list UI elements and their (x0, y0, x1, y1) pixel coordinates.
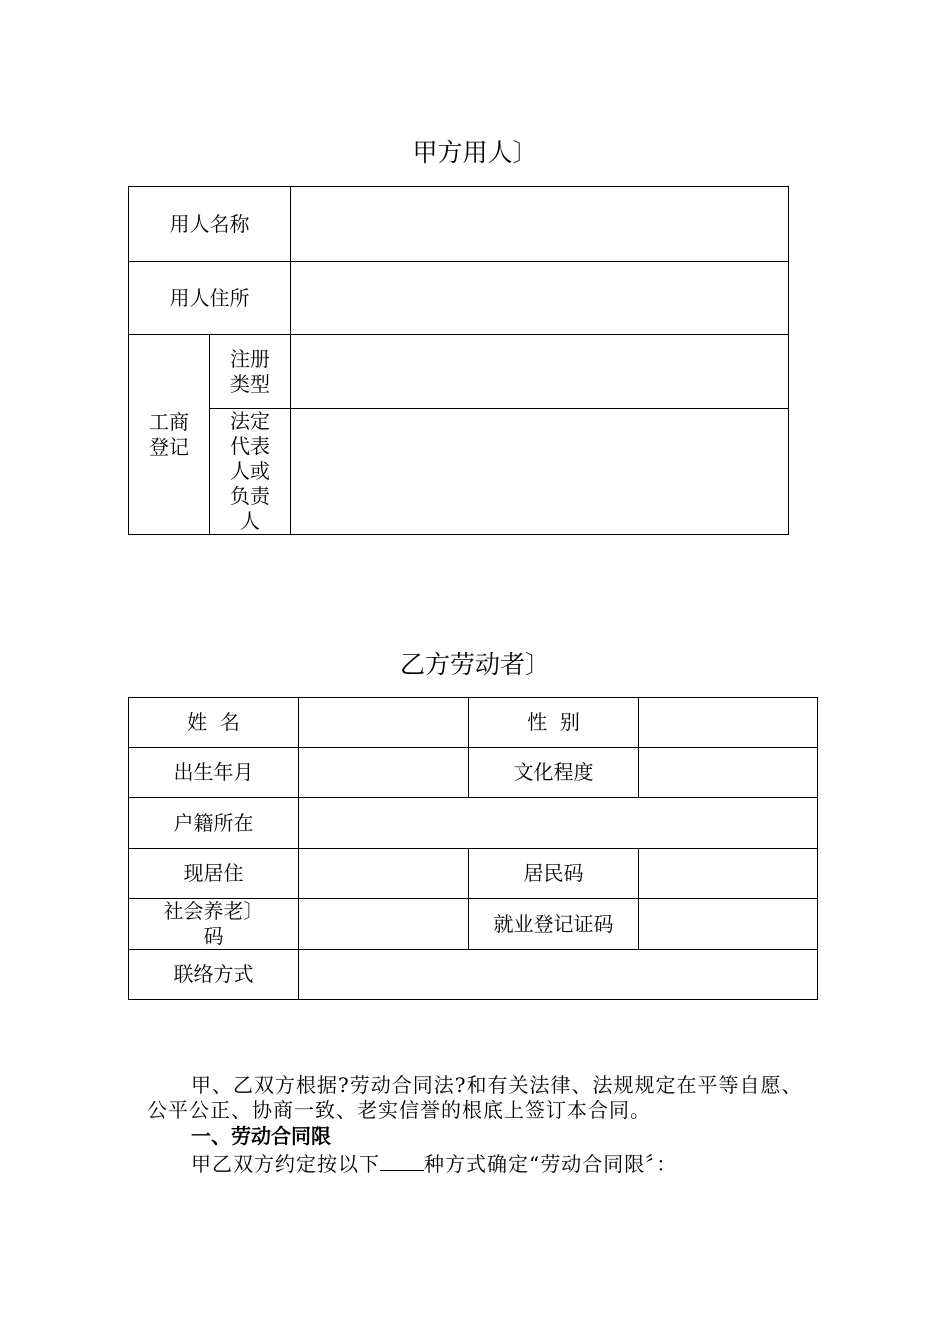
gender-field[interactable] (639, 698, 818, 748)
employer-name-label: 用人名称 (129, 187, 291, 262)
resident-code-label: 居民码 (469, 849, 639, 899)
employer-name-field[interactable] (291, 187, 789, 262)
resident-code-field[interactable] (639, 849, 818, 899)
pension-field[interactable] (299, 899, 469, 950)
hukou-label: 户籍所在 (129, 798, 299, 849)
section1-text (191, 1150, 851, 1177)
employee-table (128, 697, 818, 1000)
legal-rep-field[interactable] (291, 409, 789, 535)
residence-label: 现居住 (129, 849, 299, 899)
term-type-blank[interactable] (380, 1150, 424, 1171)
residence-field[interactable] (299, 849, 469, 899)
birth-label: 出生年月 (129, 748, 299, 798)
employer-title: 甲方用人〕 (412, 138, 538, 167)
employer-table (128, 186, 789, 535)
hukou-field[interactable] (299, 798, 818, 849)
name-field[interactable] (299, 698, 469, 748)
intro-paragraph: 甲、乙双方根据?劳动合同法?和有关法律、法规规定在平等自愿、公平公正、协商一致、老实信誉的根底上签订本合同。 (147, 1073, 803, 1122)
section1-text-a: 甲乙双方约定按以下 (191, 1152, 380, 1176)
employment-code-field[interactable] (639, 899, 818, 950)
birth-field[interactable] (299, 748, 469, 798)
reg-type-label: 注册类型 (230, 346, 270, 396)
employee-title: 乙方劳动者〕 (399, 650, 550, 679)
employment-code-label: 就业登记证码 (469, 899, 639, 950)
contact-label: 联络方式 (129, 950, 299, 1000)
name-label: 姓 名 (129, 698, 299, 748)
registration-label: 工商登记 (149, 409, 189, 459)
reg-type-field[interactable] (291, 335, 789, 409)
gender-label: 性 别 (469, 698, 639, 748)
education-field[interactable] (639, 748, 818, 798)
legal-rep-label: 法定代表人或负责人 (230, 409, 270, 533)
employer-address-field[interactable] (291, 262, 789, 335)
education-label: 文化程度 (469, 748, 639, 798)
section1-text-b: 种方式确定“劳动合同限〞： (424, 1152, 678, 1176)
section1-heading: 一、劳动合同限 (191, 1124, 331, 1148)
contact-field[interactable] (299, 950, 818, 1000)
employer-address-label: 用人住所 (129, 262, 291, 335)
pension-label: 社会养老〕码 (163, 899, 264, 948)
